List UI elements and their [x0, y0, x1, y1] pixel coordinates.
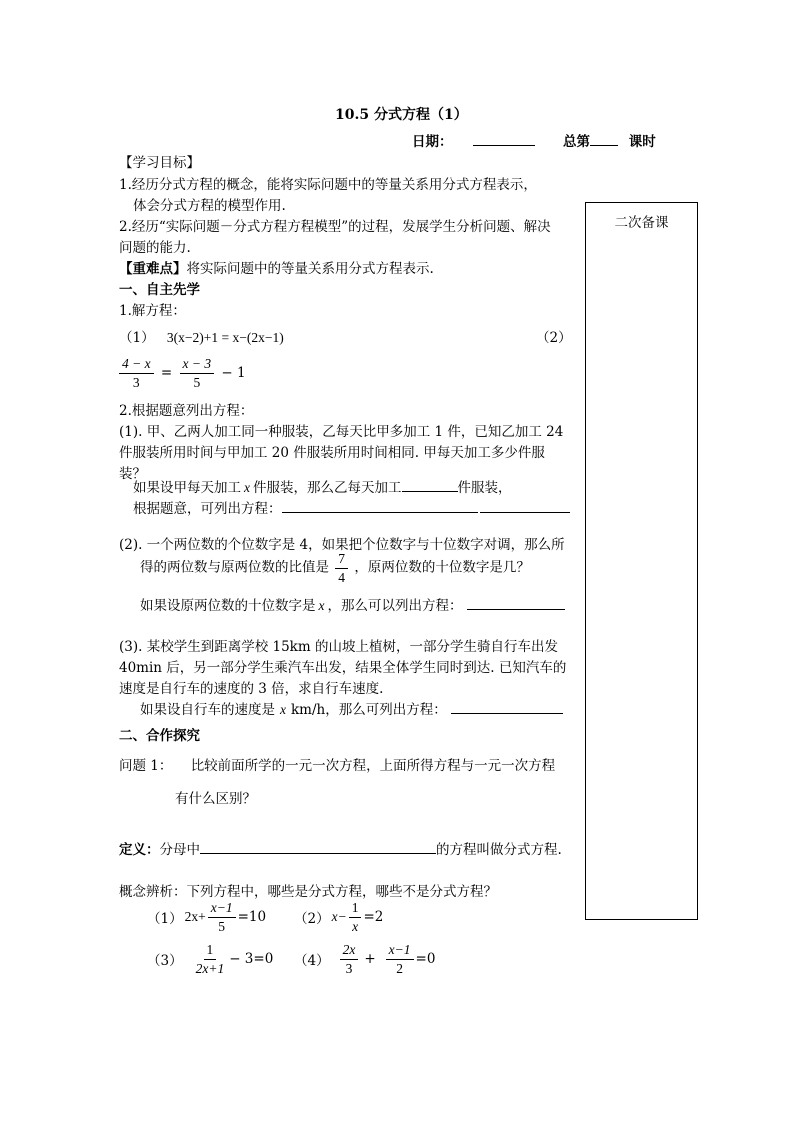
fraction-numerator: 4 − x	[119, 356, 154, 374]
page-title: 10.5 分式方程（1）	[335, 107, 468, 123]
problem-3-setup	[140, 698, 563, 718]
problem-3-setup-b: km/h，那么可列出方程：	[291, 702, 447, 718]
objective-1-line-1: 1.经历分式方程的概念，能将实际问题中的等量关系用分式方程表示，	[119, 177, 537, 193]
answer-blank[interactable]	[451, 713, 563, 714]
question-1	[119, 754, 555, 774]
question-1-line-2: 有什么区别？	[175, 791, 256, 807]
equation-2-label: （2）	[536, 330, 572, 346]
variable-x: x	[244, 480, 250, 495]
fraction-numerator: 1	[204, 942, 217, 960]
equation-2-tail: − 1	[221, 364, 246, 381]
problem-3-line-2: 40min 后，另一部分学生乘汽车出发，结果全体学生同时到达. 已知汽车的	[119, 660, 567, 676]
variable-x: x	[280, 702, 286, 717]
option-4-fraction-2	[386, 942, 414, 976]
objective-1-line-2: 体会分式方程的模型作用.	[133, 198, 286, 214]
problem-1-setup	[133, 476, 512, 496]
fraction-denominator: 5	[218, 918, 226, 934]
fraction-numerator: 7	[335, 551, 348, 569]
problem-2-setup	[140, 594, 565, 614]
definition-b: 的方程叫做分式方程.	[436, 842, 562, 858]
list-equations-label: 2.根据题意列出方程：	[119, 403, 254, 419]
fraction-denominator: 4	[338, 569, 346, 585]
problem-3-setup-a: 如果设自行车的速度是	[140, 702, 275, 718]
option-2-post: =2	[363, 909, 384, 926]
date-blank	[473, 145, 535, 146]
problem-1-setup-a: 如果设甲每天加工	[133, 480, 241, 496]
option-1-label: （1）	[147, 911, 183, 928]
secondary-prep-label: 二次备课	[614, 215, 669, 231]
option-3-fraction	[193, 942, 228, 976]
fraction-denominator: 2x+1	[195, 960, 225, 976]
equals-sign: =	[160, 364, 173, 381]
key-points-label: 【重难点】	[119, 261, 187, 277]
problem-2-line-2-b: ，原两位数的十位数字是几？	[354, 559, 530, 576]
fraction-numerator: x − 3	[180, 356, 215, 374]
answer-blank[interactable]	[370, 512, 478, 513]
key-points-text: 将实际问题中的等量关系用分式方程表示.	[186, 261, 434, 277]
problem-2-setup-b: ，那么可以列出方程：	[327, 598, 463, 614]
problem-1-line-1: (1). 甲、乙两人加工同一种服装，乙每天比甲多加工 1 件，已知乙加工 24	[119, 424, 564, 440]
option-4-label: （4）	[294, 953, 330, 970]
section-2-heading: 二、合作探究	[119, 728, 200, 744]
problem-1-line-3: 装？	[119, 466, 146, 482]
fraction-denominator: 3	[132, 374, 140, 390]
option-3-label: （3）	[147, 953, 183, 970]
option-2-pre: x−	[331, 909, 347, 925]
option-4-plus: +	[364, 951, 376, 968]
answer-blank[interactable]	[282, 512, 370, 513]
definition	[119, 838, 562, 858]
objective-2-line-1: 2.经历“实际问题－分式方程方程模型”的过程，发展学生分析问题、解决	[119, 219, 551, 235]
option-4-post: =0	[415, 951, 436, 968]
option-2	[294, 900, 383, 934]
answer-blank[interactable]	[467, 609, 565, 610]
total-label: 总第	[563, 134, 590, 150]
problem-2-line-1: (2). 一个两位数的个位数字是 4，如果把个位数字与十位数字对调，那么所	[119, 537, 565, 553]
problem-2-line-2	[140, 551, 530, 585]
fraction-denominator: 3	[345, 960, 353, 976]
period-counter	[563, 130, 656, 150]
option-1-pre: 2x+	[184, 909, 206, 925]
objectives-heading: 【学习目标】	[119, 155, 200, 171]
equation-2-fraction-right	[180, 356, 215, 390]
concept-prompt: 概念辨析：下列方程中，哪些是分式方程，哪些不是分式方程？	[119, 884, 497, 900]
fraction-denominator: 5	[193, 374, 201, 390]
fraction-numerator: x−1	[208, 900, 236, 918]
definition-label: 定义：	[119, 842, 160, 858]
equation-1	[119, 326, 284, 346]
answer-blank[interactable]	[480, 512, 570, 513]
date-label-text: 日期：	[412, 134, 453, 150]
problem-2-setup-a: 如果设原两位数的十位数字是	[140, 598, 316, 614]
fraction-numerator: x−1	[386, 942, 414, 960]
problem-3-line-3: 速度是自行车的速度的 3 倍，求自行车速度.	[119, 681, 384, 697]
section-1-heading: 一、自主先学	[119, 282, 200, 298]
fraction-denominator: x	[352, 918, 359, 934]
problem-1-equation-label: 根据题意，可列出方程：	[133, 501, 282, 517]
option-1-post: =10	[237, 909, 267, 926]
equation-2	[119, 356, 246, 390]
option-4	[294, 942, 435, 976]
option-2-label: （2）	[294, 911, 330, 928]
option-3	[147, 942, 273, 976]
secondary-prep-box	[585, 202, 698, 920]
equation-2-fraction-left	[119, 356, 154, 390]
question-1-label: 问题 1：	[119, 758, 173, 774]
key-points	[119, 257, 434, 277]
option-1	[147, 900, 266, 934]
problem-1-setup-b: 件服装，那么乙每天加工	[253, 480, 402, 496]
definition-a: 分母中	[159, 842, 200, 858]
problem-1-equation	[133, 497, 570, 517]
problem-1-line-2: 件服装所用时间与甲加工 20 件服装所用时间相同. 甲每天加工多少件服	[119, 445, 545, 461]
problem-1-setup-c: 件服装，	[457, 480, 512, 496]
solve-equations-label: 1.解方程：	[119, 303, 186, 319]
problem-2-line-2-a: 得的两位数与原两位数的比值是	[140, 559, 329, 576]
period-blank	[590, 145, 618, 146]
fraction-numerator: 2x	[340, 942, 359, 960]
option-2-fraction	[349, 900, 362, 934]
fraction-denominator: 2	[396, 960, 403, 976]
objective-2-line-2: 问题的能力.	[119, 240, 191, 256]
question-1-line-1: 比较前面所学的一元一次方程，上面所得方程与一元一次方程	[190, 758, 556, 774]
option-3-post: − 3=0	[229, 951, 274, 968]
answer-blank[interactable]	[402, 491, 458, 492]
fraction-numerator: 1	[349, 900, 362, 918]
definition-blank[interactable]	[200, 853, 436, 854]
equation-1-label: （1）	[119, 330, 155, 346]
date-label	[412, 130, 535, 150]
equation-1-body: 3(x−2)+1 = x−(2x−1)	[166, 330, 284, 345]
option-4-fraction-1	[340, 942, 359, 976]
period-label: 课时	[628, 134, 656, 150]
problem-3-line-1: (3). 某校学生到距离学校 15km 的山坡上植树，一部分学生骑自行车出发	[119, 639, 558, 655]
option-1-fraction	[208, 900, 236, 934]
ratio-fraction	[335, 551, 348, 585]
variable-x: x	[318, 598, 325, 613]
